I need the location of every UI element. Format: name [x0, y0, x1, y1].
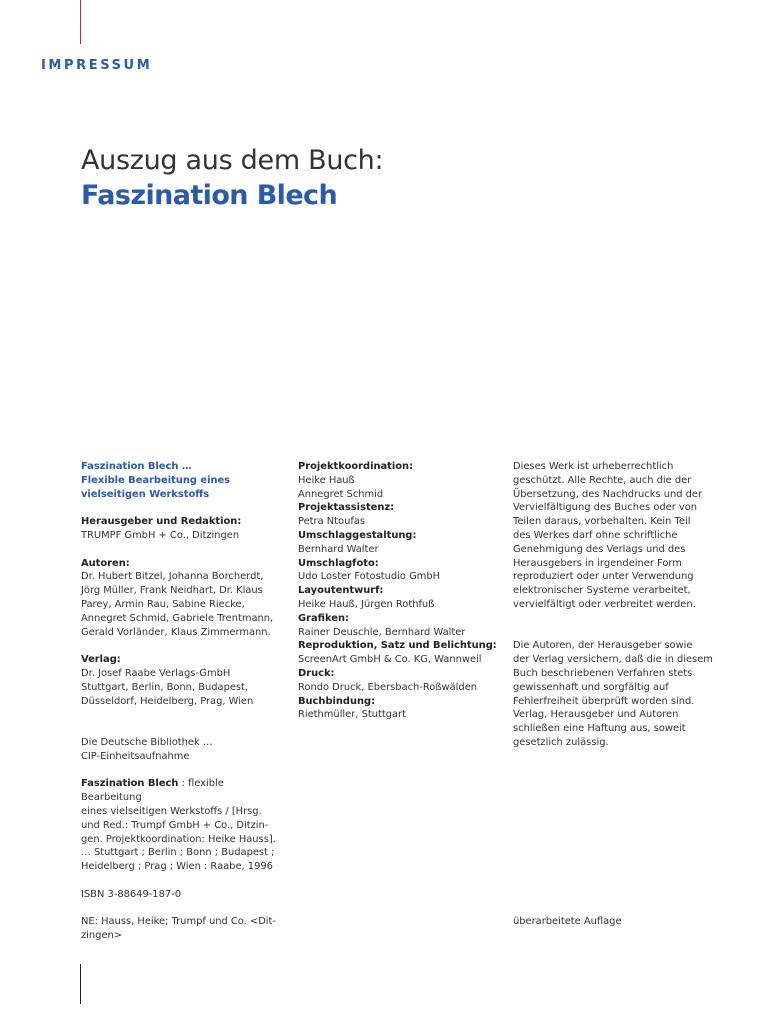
copyright-line: Genehmigung des Verlags und des [513, 543, 686, 555]
liability-line: schließen eine Haftung aus, soweit [513, 723, 686, 735]
title-line-1: Auszug aus dem Buch: [81, 145, 384, 176]
copyright-line: geschützt. Alle Rechte, auch die der [513, 474, 692, 486]
credit-value: Rainer Deuschle, Bernhard Walter [298, 626, 466, 638]
cip-title-line [81, 777, 277, 805]
authors-line: Dr. Hubert Bitzel, Johanna Borcherdt, [81, 571, 264, 583]
column-left [81, 460, 277, 943]
credit-value: ScreenArt GmbH & Co. KG, Wannweil [298, 654, 482, 666]
cip-title-rest: : flexible Bearbeitung [81, 778, 224, 804]
credit-label: Layoutentwurf: [298, 585, 384, 597]
liability-line: Die Autoren, der Herausgeber sowie [513, 640, 693, 652]
credit-value: Heike Hauß, Jürgen Rothfuß [298, 598, 435, 610]
copyright-line: reproduziert oder unter Verwendung [513, 571, 694, 583]
credit-value: Petra Ntoufas [298, 516, 366, 528]
bottom-rule [80, 964, 81, 1004]
publisher-editor-value: TRUMPF GmbH + Co., Ditzingen [81, 529, 240, 541]
verlag-label: Verlag: [81, 654, 121, 666]
credit-value: Heike Hauß [298, 474, 355, 486]
liability-line: Verlag, Herausgeber und Autoren [513, 709, 679, 721]
copyright-line: Teilen daraus, vorbehalten. Kein Teil [513, 516, 691, 528]
verlag-line: Stuttgart, Berlin, Bonn, Budapest, [81, 681, 249, 693]
title-line-2: Faszination Blech [81, 180, 338, 211]
authors-line: Parey, Armin Rau, Sabine Riecke, [81, 598, 245, 610]
authors-line: Annegret Schmid, Gabriele Trentmann, [81, 612, 274, 624]
copyright-line: Vervielfältigung des Buches oder von [513, 502, 698, 514]
authors-label: Autoren: [81, 557, 130, 569]
verlag-line: Dr. Josef Raabe Verlags-GmbH [81, 667, 231, 679]
column-right [513, 460, 718, 929]
credit-value: Udo Loster Fotostudio GmbH [298, 571, 441, 583]
liability-line: gewissenhaft und sorgfältig auf [513, 681, 669, 693]
authors-line: Jörg Müller, Frank Neidhart, Dr. Klaus [81, 585, 263, 597]
credit-value: Bernhard Walter [298, 543, 379, 555]
credit-value: Riethmüller, Stuttgart [298, 709, 406, 721]
liability-line: der Verlag versichern, daß die in diesem [513, 654, 713, 666]
credit-label: Umschlaggestaltung: [298, 529, 417, 541]
credit-value: Annegret Schmid [298, 488, 384, 500]
credit-label: Projektkoordination: [298, 461, 414, 472]
top-red-rule [80, 0, 81, 44]
cip-line: Heidelberg ; Prag ; Wien : Raabe, 1996 [81, 861, 273, 873]
credit-label: Druck: [298, 667, 335, 679]
liability-line: gesetzlich zulässig. [513, 736, 609, 748]
credit-label: Reproduktion, Satz und Belichtung: [298, 640, 497, 652]
edition: überarbeitete Auflage [513, 916, 622, 928]
copyright-line: Dieses Werk ist urheberrechtlich [513, 461, 674, 472]
liability-line: Buch beschriebenen Verfahren stets [513, 667, 693, 679]
cip-line-1: Die Deutsche Bibliothek … [81, 736, 213, 748]
ne-line-2: zingen> [81, 930, 123, 942]
book-title: Faszination Blech … [81, 461, 192, 472]
book-subtitle-2: vielseitigen Werkstoffs [81, 488, 210, 500]
isbn: ISBN 3-88649-187-0 [81, 888, 181, 900]
credit-label: Buchbindung: [298, 695, 376, 707]
cip-line: eines vielseitigen Werkstoffs / [Hrsg. [81, 805, 262, 817]
credit-label: Umschlagfoto: [298, 557, 379, 569]
authors-list [81, 570, 277, 639]
credit-value: Rondo Druck, Ebersbach-Roßwälden [298, 681, 478, 693]
cip-line: und Red.: Trumpf GmbH + Co., Ditzin- [81, 819, 269, 831]
copyright-line: Übersetzung, des Nachdrucks und der [513, 488, 703, 500]
copyright-line: Herausgebers in irgendeiner Form [513, 557, 682, 569]
verlag-line: Düsseldorf, Heidelberg, Prag, Wien [81, 695, 254, 707]
credit-label: Projektassistenz: [298, 502, 395, 514]
cip-title-bold: Faszination Blech [81, 778, 179, 790]
copyright-line: des Werkes darf ohne schriftliche [513, 529, 678, 541]
ne-line-1: NE: Hauss, Heike; Trumpf und Co. <Dit- [81, 916, 276, 928]
book-subtitle-1: Flexible Bearbeitung eines [81, 474, 231, 486]
copyright-line: vervielfältigt oder verbreitet werden. [513, 598, 696, 610]
section-label: IMPRESSUM [41, 58, 153, 73]
liability-line: Fehlerfreiheit überprüft worden sind. [513, 695, 695, 707]
publisher-editor-label: Herausgeber und Redaktion: [81, 516, 242, 528]
column-middle [298, 460, 498, 722]
credit-label: Grafiken: [298, 612, 349, 624]
copyright-line: elektronischer Systeme verarbeitet, [513, 585, 691, 597]
cip-line: gen. Projektkoordination: Heike Hauss]. [81, 833, 276, 845]
cip-line-2: CIP-Einheitsaufnahme [81, 750, 190, 762]
cip-line: … Stuttgart ; Berlin ; Bonn ; Budapest ; [81, 847, 275, 859]
authors-line: Gerald Vorländer, Klaus Zimmermann. [81, 626, 271, 638]
